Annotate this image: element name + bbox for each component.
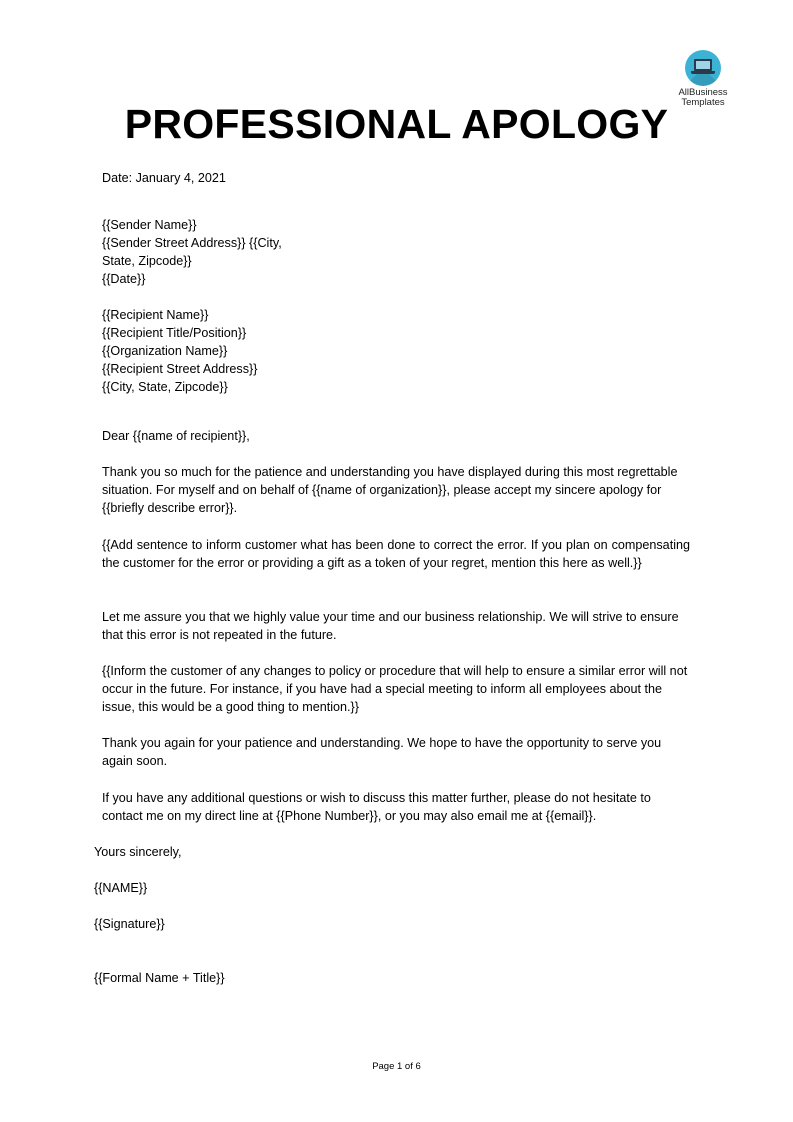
salutation: Dear {{name of recipient}}, <box>102 429 250 443</box>
closing: Yours sincerely, <box>94 845 182 859</box>
paragraph-thank-you-again: Thank you again for your patience and understanding. We hope to have the opportunity to serve you again soon. <box>102 736 662 768</box>
paragraph-assurance: Let me assure you that we highly value your time and our business relationship. We will strive to ensure that this error is not repeated in the future. <box>102 610 679 642</box>
date-line: Date: January 4, 2021 <box>102 171 226 185</box>
formal-name-placeholder: {{Formal Name + Title}} <box>94 971 225 985</box>
name-placeholder: {{NAME}} <box>94 881 148 895</box>
sender-name: {{Sender Name}} <box>102 218 197 232</box>
logo-text-line2: Templates <box>681 97 725 108</box>
sender-date: {{Date}} <box>102 272 146 286</box>
signature-placeholder: {{Signature}} <box>94 917 165 931</box>
logo-text-line1: AllBusiness <box>678 87 728 98</box>
paragraph-correction: {{Add sentence to inform customer what has been done to correct the error. If you plan on compensating the customer for the error or providing a gift as a token of your regret, mention this here as well.}} <box>102 538 690 570</box>
laptop-icon <box>685 50 721 86</box>
recipient-street-address: {{Recipient Street Address}} <box>102 362 258 376</box>
recipient-city-state-zip: {{City, State, Zipcode}} <box>102 380 228 394</box>
sender-city-state-zip: State, Zipcode}} <box>102 254 192 268</box>
paragraph-policy-changes: {{Inform the customer of any changes to policy or procedure that will help to ensure a similar error will not occur in the future. For instance, if you have had a special meeting to inform all employees about the issue, this would be a good thing to mention.}} <box>102 664 688 714</box>
paragraph-thank-you: Thank you so much for the patience and understanding you have displayed during this most regrettable situation. For myself and on behalf of {{name of organization}}, please accept my sincere apology for {{briefly describe error}}. <box>102 465 678 515</box>
recipient-title: {{Recipient Title/Position}} <box>102 326 247 340</box>
recipient-name: {{Recipient Name}} <box>102 308 209 322</box>
page-number-footer: Page 1 of 6 <box>372 1061 421 1072</box>
sender-address-block <box>102 216 282 288</box>
recipient-address-block <box>102 306 257 396</box>
sender-street-address: {{Sender Street Address}} {{City, <box>102 236 282 250</box>
paragraph-contact: If you have any additional questions or wish to discuss this matter further, please do not hesitate to contact me on my direct line at {{Phone Number}}, or you may also email me at {{email}}. <box>102 791 651 823</box>
document-title: PROFESSIONAL APOLOGY <box>124 101 669 147</box>
organization-name: {{Organization Name}} <box>102 344 228 358</box>
